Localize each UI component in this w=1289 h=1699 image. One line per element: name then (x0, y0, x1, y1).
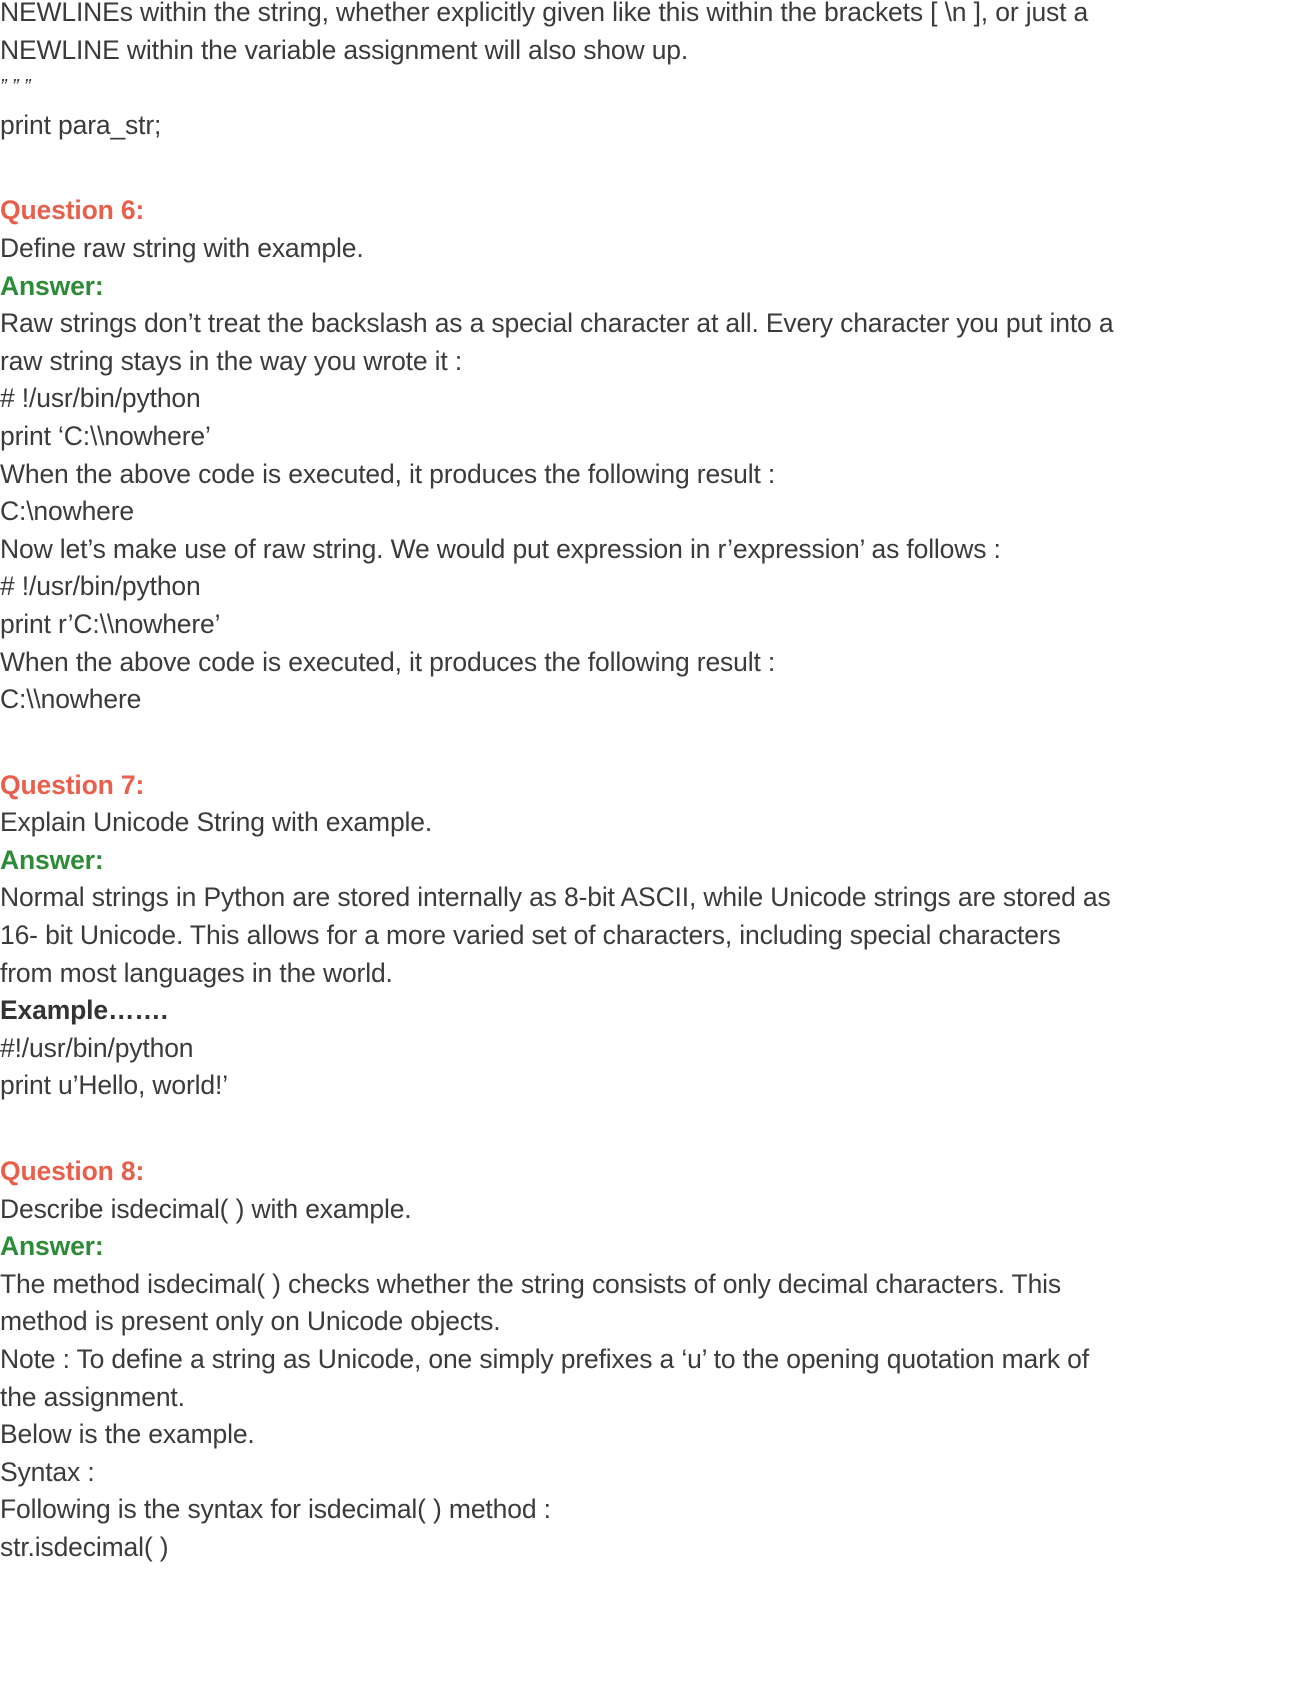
question-8 (0, 1153, 1289, 1567)
answer-text: 16- bit Unicode. This allows for a more varied set of characters, including special characters (0, 920, 1061, 951)
code-line: print para_str; (0, 109, 162, 140)
code-line: # !/usr/bin/python (0, 383, 201, 414)
answer-text: The method isdecimal( ) checks whether the string consists of only decimal characters. This (0, 1268, 1062, 1299)
answer-text: raw string stays in the way you wrote it : (0, 345, 463, 376)
answer-text: from most languages in the world. (0, 957, 393, 988)
body-text: NEWLINEs within the string, whether explicitly given like this within the brackets [ \n ], or just a (0, 0, 1089, 27)
answer-text: Note : To define a string as Unicode, one simply prefixes a ‘u’ to the opening quotation mark of (0, 1344, 1089, 1374)
code-line: print ‘C:\\nowhere’ (0, 420, 211, 451)
answer-text: the assignment. (0, 1381, 185, 1412)
section-gap (0, 719, 1289, 767)
intro-section (0, 0, 1289, 144)
question-label: Question 6: (0, 195, 145, 226)
code-line: print u’Hello, world!’ (0, 1070, 228, 1101)
answer-label: Answer: (0, 844, 104, 875)
code-line: # !/usr/bin/python (0, 571, 201, 602)
example-label: Example……. (0, 995, 168, 1026)
answer-text: When the above code is executed, it produces the following result : (0, 646, 776, 677)
code-output: C:\\nowhere (0, 684, 142, 715)
syntax-label: Syntax : (0, 1456, 95, 1487)
question-prompt: Explain Unicode String with example. (0, 807, 433, 838)
body-text: NEWLINE within the variable assignment will also show up. (0, 34, 689, 65)
question-prompt: Define raw string with example. (0, 232, 364, 263)
question-6 (0, 192, 1289, 718)
answer-text: method is present only on Unicode objects. (0, 1306, 501, 1337)
answer-text: Normal strings in Python are stored internally as 8-bit ASCII, while Unicode strings are stored as (0, 882, 1111, 913)
question-7 (0, 767, 1289, 1105)
answer-text: Raw strings don’t treat the backslash as a special character at all. Every character you put into a (0, 308, 1114, 339)
code-output: C:\nowhere (0, 496, 135, 527)
answer-label: Answer: (0, 1231, 104, 1262)
answer-text: Following is the syntax for isdecimal( ) method : (0, 1494, 551, 1525)
answer-label: Answer: (0, 270, 104, 301)
answer-text: When the above code is executed, it produces the following result : (0, 458, 776, 489)
answer-text: Below is the example. (0, 1419, 255, 1450)
code-line: print r’C:\\nowhere’ (0, 608, 221, 639)
triple-quote-close: ” ” ” (0, 76, 31, 99)
section-gap (0, 1105, 1289, 1153)
question-label: Question 7: (0, 769, 145, 800)
section-gap (0, 144, 1289, 192)
question-prompt: Describe isdecimal( ) with example. (0, 1193, 412, 1224)
code-line: #!/usr/bin/python (0, 1032, 194, 1063)
code-line: str.isdecimal( ) (0, 1531, 169, 1562)
answer-text: Now let’s make use of raw string. We would put expression in r’expression’ as follows : (0, 533, 1001, 564)
question-label: Question 8: (0, 1156, 145, 1187)
